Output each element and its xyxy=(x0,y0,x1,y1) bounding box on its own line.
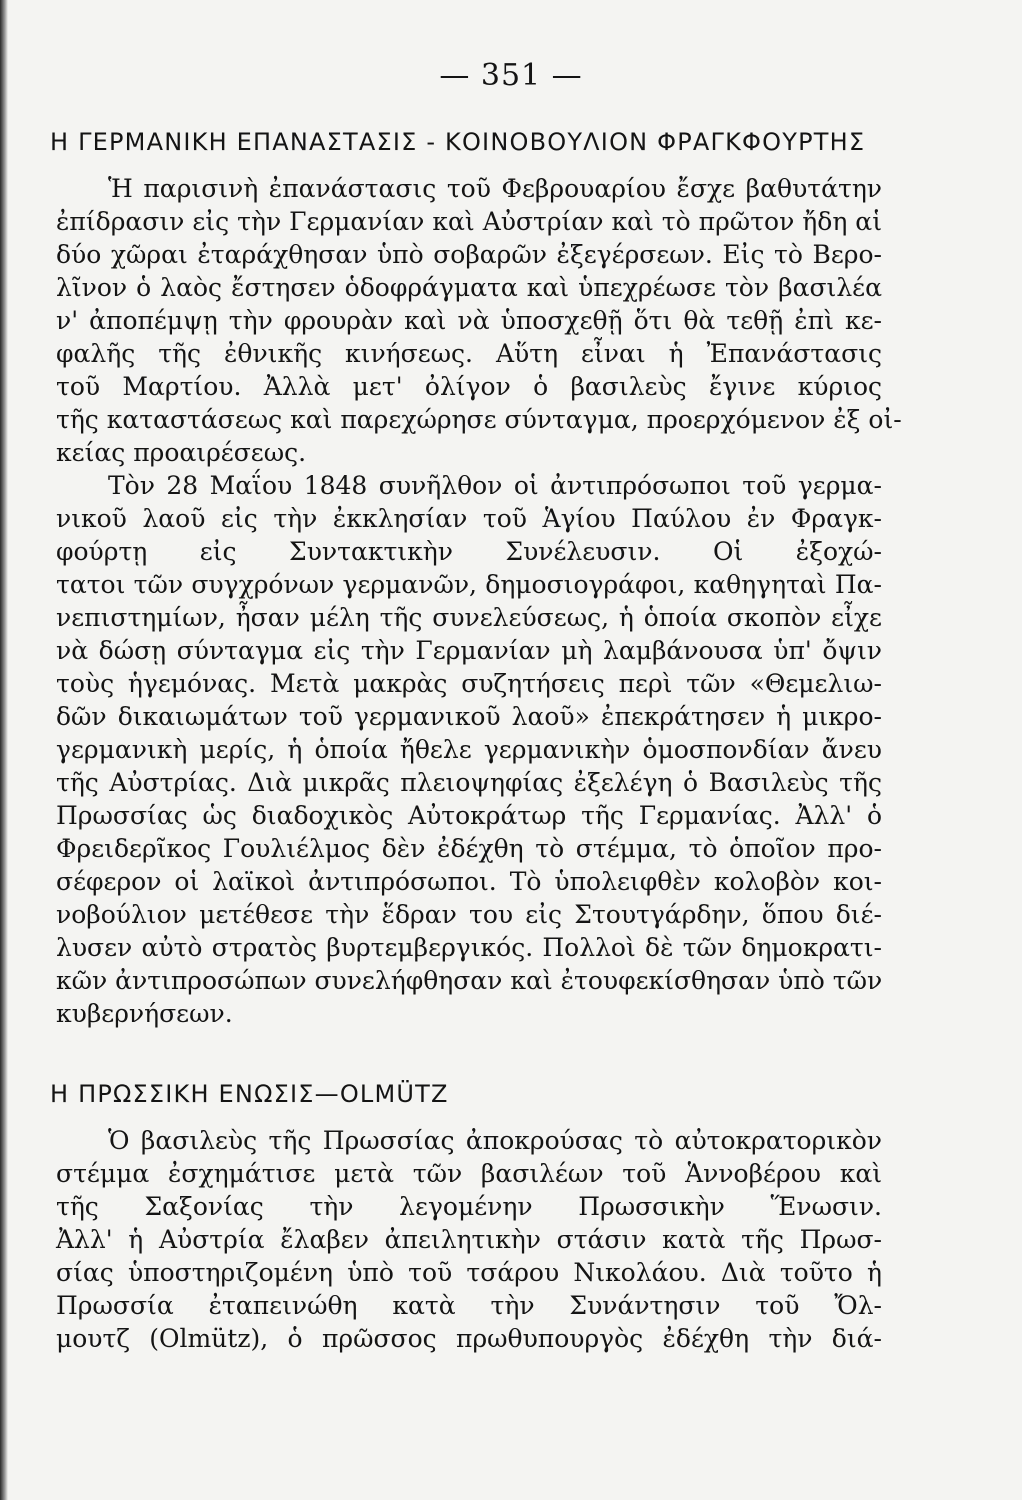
text-line: λυσεν αὐτὸ στρατὸς βυρτεμβεργικός. Πολλοὶ δὲ τῶν δημοκρατι- xyxy=(56,933,882,962)
section-body-german-revolution xyxy=(56,172,902,1030)
text-line: φαλῆς τῆς ἐθνικῆς κινήσεως. Αὕτη εἶναι ἡ Ἐπανάστασις xyxy=(56,339,882,368)
text-line: Φρειδερῖκος Γουλιέλμος δὲν ἐδέχθη τὸ στέμμα, τὸ ὁποῖον προ- xyxy=(56,834,882,863)
text-line: Πρωσσίας ὡς διαδοχικὸς Αὐτοκράτωρ τῆς Γερμανίας. Ἀλλ' ὁ xyxy=(56,801,882,830)
text-line: τῆς καταστάσεως καὶ παρεχώρησε σύνταγμα, προερχόμενον ἐξ οἰ- xyxy=(56,405,902,434)
text-line: στέμμα ἐσχημάτισε μετὰ τῶν βασιλέων τοῦ Ἁννοβέρου καὶ xyxy=(56,1159,882,1188)
page-number: — 351 — xyxy=(439,58,583,93)
text-line: νὰ δώσῃ σύνταγμα εἰς τὴν Γερμανίαν μὴ λαμβάνουσα ὑπ' ὄψιν xyxy=(56,636,882,665)
text-line: Τὸν 28 Μαΐου 1848 συνῆλθον οἱ ἀντιπρόσωποι τοῦ γερμα- xyxy=(108,471,882,500)
section-body-prussian-union xyxy=(56,1124,882,1355)
text-line: κείας προαιρέσεως. xyxy=(56,438,307,467)
text-line: νεπιστημίων, ἦσαν μέλη τῆς συνελεύσεως, ἡ ὁποία σκοπὸν εἶχε xyxy=(56,603,882,632)
text-line: Ἡ παρισινὴ ἐπανάστασις τοῦ Φεβρουαρίου ἔσχε βαθυτάτην xyxy=(108,174,882,203)
text-line: νοβούλιον μετέθεσε τὴν ἕδραν του εἰς Στουτγάρδην, ὅπου διέ- xyxy=(56,900,882,929)
text-line: φούρτῃ εἰς Συντακτικὴν Συνέλευσιν. Οἱ ἐξοχώ- xyxy=(56,537,882,566)
text-line: δύο χῶραι ἐταράχθησαν ὑπὸ σοβαρῶν ἐξεγέρσεων. Εἰς τὸ Βερο- xyxy=(56,240,882,269)
text-line: σίας ὑποστηριζομένη ὑπὸ τοῦ τσάρου Νικολάου. Διὰ τοῦτο ἡ xyxy=(56,1258,882,1287)
text-line: ἐπίδρασιν εἰς τὴν Γερμανίαν καὶ Αὐστρίαν καὶ τὸ πρῶτον ἤδη αἱ xyxy=(56,207,882,236)
text-line: κῶν ἀντιπροσώπων συνελήφθησαν καὶ ἐτουφεκίσθησαν ὑπὸ τῶν xyxy=(56,966,883,995)
text-line: Ἀλλ' ἡ Αὐστρία ἔλαβεν ἀπειλητικὴν στάσιν κατὰ τῆς Πρωσ- xyxy=(56,1225,882,1254)
text-line: τῆς Σαξονίας τὴν λεγομένην Πρωσσικὴν Ἕνωσιν. xyxy=(56,1192,882,1221)
text-line: Ὁ βασιλεὺς τῆς Πρωσσίας ἀποκρούσας τὸ αὐτοκρατορικὸν xyxy=(108,1126,882,1155)
section-heading-german-revolution: Η ΓΕΡΜΑΝΙΚΗ ΕΠΑΝΑΣΤΑΣΙΣ - ΚΟΙΝΟΒΟΥΛΙΟΝ ΦΡΑΓΚΦΟΥΡΤΗΣ xyxy=(50,128,866,156)
text-line: δῶν δικαιωμάτων τοῦ γερμανικοῦ λαοῦ» ἐπεκράτησεν ἡ μικρο- xyxy=(56,702,882,731)
text-line: Πρωσσία ἐταπεινώθη κατὰ τὴν Συνάντησιν τοῦ Ὄλ- xyxy=(56,1291,882,1320)
text-line: γερμανικὴ μερίς, ἡ ὁποία ἤθελε γερμανικὴν ὁμοσπονδίαν ἄνευ xyxy=(56,735,882,764)
text-line: κυβερνήσεων. xyxy=(56,999,233,1028)
text-line: σέφερον οἱ λαϊκοὶ ἀντιπρόσωποι. Τὸ ὑπολειφθὲν κολοβὸν κοι- xyxy=(56,867,882,896)
text-line: τοὺς ἡγεμόνας. Μετὰ μακρὰς συζητήσεις περὶ τῶν «Θεμελιω- xyxy=(56,669,882,698)
text-line: ν' ἀποπέμψῃ τὴν φρουρὰν καὶ νὰ ὑποσχεθῇ ὅτι θὰ τεθῇ ἐπὶ κε- xyxy=(56,306,882,335)
section-heading-prussian-union: Η ΠΡΩΣΣΙΚΗ ΕΝΩΣΙΣ—OLMÜTZ xyxy=(50,1080,449,1108)
text-line: τοῦ Μαρτίου. Ἀλλὰ μετ' ὀλίγον ὁ βασιλεὺς ἔγινε κύριος xyxy=(56,372,882,401)
text-line: λῖνον ὁ λαὸς ἔστησεν ὁδοφράγματα καὶ ὑπεχρέωσε τὸν βασιλέα xyxy=(56,273,882,302)
text-line: νικοῦ λαοῦ εἰς τὴν ἐκκλησίαν τοῦ Ἁγίου Παύλου ἐν Φραγκ- xyxy=(56,504,882,533)
text-line: τατοι τῶν συγχρόνων γερμανῶν, δημοσιογράφοι, καθηγηταὶ Πα- xyxy=(56,570,882,599)
text-line: μουτζ (Olmütz), ὁ πρῶσσος πρωθυπουργὸς ἐδέχθη τὴν διά- xyxy=(56,1324,882,1353)
text-line: τῆς Αὐστρίας. Διὰ μικρᾶς πλειοψηφίας ἐξελέγη ὁ Βασιλεὺς τῆς xyxy=(56,768,882,797)
